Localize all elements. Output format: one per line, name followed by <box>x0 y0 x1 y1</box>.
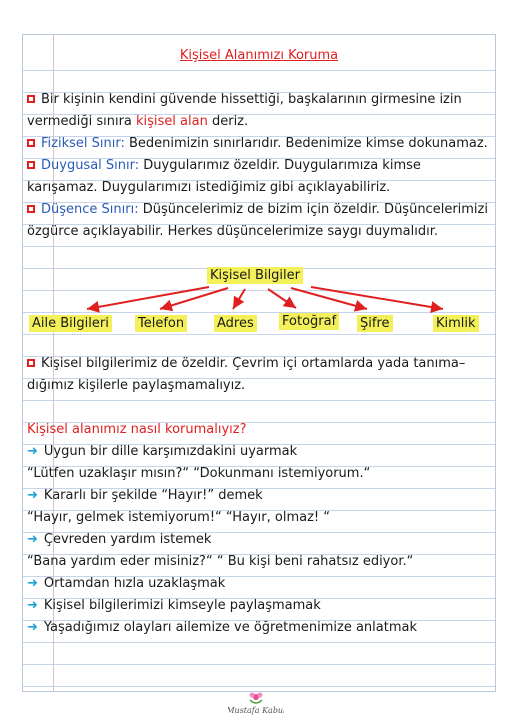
red-square-bullet-icon <box>27 139 35 147</box>
mindmap-item-address: Adres <box>214 315 257 333</box>
step-arrow: ➜ Yaşadığımız olayları ailemize ve öğretmenimize anlatmak <box>27 620 417 635</box>
arrow-right-icon: ➜ <box>27 598 38 613</box>
arrow-to-family <box>87 287 209 309</box>
step-arrow: ➜ Uygun bir dille karşımızdakini uyarmak <box>27 444 298 459</box>
step-arrow: ➜ Kararlı bir şekilde “Hayır!” demek <box>27 488 263 503</box>
privacy-line-2: dığımız kişilerle paylaşmamalıyız. <box>27 378 246 393</box>
arrow-right-icon: ➜ <box>27 532 38 547</box>
red-square-bullet-icon <box>27 359 35 367</box>
mindmap-item-password: Şifre <box>357 315 393 333</box>
arrow-right-icon: ➜ <box>27 620 38 635</box>
svg-text:Mustafa Kabul: Mustafa Kabul <box>228 706 284 715</box>
step-quote: “Bana yardım eder misiniz?“ “ Bu kişi beni rahatsız ediyor.“ <box>27 554 414 569</box>
arrow-to-phone <box>160 288 228 309</box>
arrow-to-password <box>291 288 367 309</box>
intro-line-1: Bir kişinin kendini güvende hissettiği, başkalarının girmesine izin <box>27 91 462 109</box>
flower-icon <box>228 690 284 716</box>
author-signature-logo <box>228 690 284 716</box>
question-heading: Kişisel alanımız nasıl korumalıyız? <box>27 422 247 437</box>
personal-info-mindmap <box>23 263 495 343</box>
definition-emotional: Duygusal Sınır: Duygularımız özeldir. Duygularımıza kimse <box>27 157 421 175</box>
definition-thought-cont: özgürce açıklayabilir. Herkes düşüncelerimize saygı duymalıdır. <box>27 224 438 239</box>
step-arrow: ➜ Kişisel bilgilerimizi kimseyle paylaşmamak <box>27 598 321 613</box>
mindmap-item-phone: Telefon <box>135 315 187 333</box>
definition-emotional-cont: karışamaz. Duygularımızı istediğimiz gibi açıklayabiliriz. <box>27 180 391 195</box>
red-square-bullet-icon <box>27 205 35 213</box>
arrow-right-icon: ➜ <box>27 444 38 459</box>
arrow-right-icon: ➜ <box>27 488 38 503</box>
intro-line-2: vermediği sınıra kişisel alan deriz. <box>27 114 249 129</box>
red-square-bullet-icon <box>27 161 35 169</box>
notebook-page <box>22 34 496 692</box>
privacy-line-1: Kişisel bilgilerimiz de özeldir. Çevrim içi ortamlarda yada tanıma– <box>27 355 465 373</box>
key-term: kişisel alan <box>136 114 208 129</box>
mindmap-item-family: Aile Bilgileri <box>29 315 112 333</box>
definition-physical: Fiziksel Sınır: Bedenimizin sınırlarıdır. Bedenimize kimse dokunamaz. <box>27 135 488 153</box>
step-quote: “Hayır, gelmek istemiyorum!“ “Hayır, olmaz! “ <box>27 510 330 525</box>
mindmap-center: Kişisel Bilgiler <box>207 267 303 285</box>
mindmap-item-id: Kimlik <box>433 315 479 333</box>
step-arrow: ➜ Çevreden yardım istemek <box>27 532 212 547</box>
page-title: Kişisel Alanımızı Koruma <box>179 48 339 63</box>
step-arrow: ➜ Ortamdan hızla uzaklaşmak <box>27 576 226 591</box>
mindmap-item-photo: Fotoğraf <box>279 313 339 331</box>
red-square-bullet-icon <box>27 95 35 103</box>
arrow-to-photo <box>268 289 296 308</box>
step-quote: “Lütfen uzaklaşır mısın?“ “Dokunmanı istemiyorum.“ <box>27 466 371 481</box>
arrow-right-icon: ➜ <box>27 576 38 591</box>
definition-thought: Düşence Sınırı: Düşüncelerimiz de bizim için özeldir. Düşüncelerimizi <box>27 201 488 219</box>
arrow-to-address <box>233 289 245 309</box>
